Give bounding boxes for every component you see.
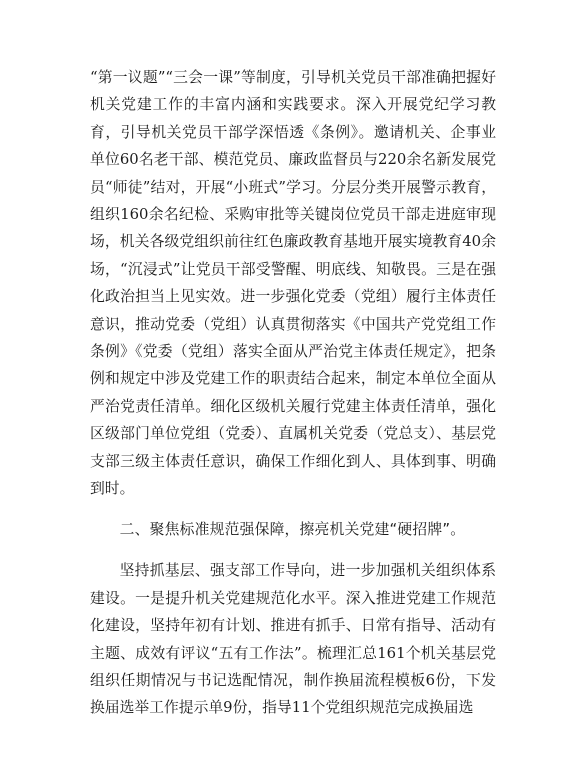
body-paragraph: “第一议题”“三会一课”等制度，引导机关党员干部准确把握好机关党建工作的丰富内涵和实践要求。深入开展党纪学习教育，引导机关党员干部学深悟透《条例》。邀请机关、企事业单位60名老干部、模范党员、廉政监督员与220余名新发展党员“师徒”结对，开展“小班式”学习。分层分类开展警示教育，组织160余名纪检、采购审批等关键岗位党员干部走进庭审现场，机关各级党组织前往红色廉政教育基地开展实境教育40余场，“沉浸式”让党员干部受警醒、明底线、知敬畏。三是在强化政治担当上见实效。进一步强化党委（党组）履行主体责任意识，推动党委（党组）认真贯彻落实《中国共产党党组工作条例》《党委（党组）落实全面从严治党主体责任规定》，把条例和规定中涉及党建工作的职责结合起来，制定本单位全面从严治党责任清单。细化区级机关履行党建主体责任清单，强化区级部门单位党组（党委）、直属机关党委（党总支）、基层党支部三级主体责任意识，确保工作细化到人、具体到事、明确到时。 <box>90 69 496 498</box>
section-heading: 二、聚焦标准规范强保障，擦亮机关党建“硬招牌”。 <box>119 521 466 539</box>
body-paragraph: 坚持抓基层、强支部工作导向，进一步加强机关组织体系建设。一是提升机关党建规范化水平。深入推进党建工作规范化建设，坚持年初有计划、推进有抓手、日常有指导、活动有主题、成效有评议“五有工作法”。梳理汇总161个机关基层党组织任期情况与书记选配情况，制作换届流程模板6份，下发换届选举工作提示单9份，指导11个党组织规范完成换届选 <box>90 562 496 717</box>
document-page <box>90 64 496 722</box>
